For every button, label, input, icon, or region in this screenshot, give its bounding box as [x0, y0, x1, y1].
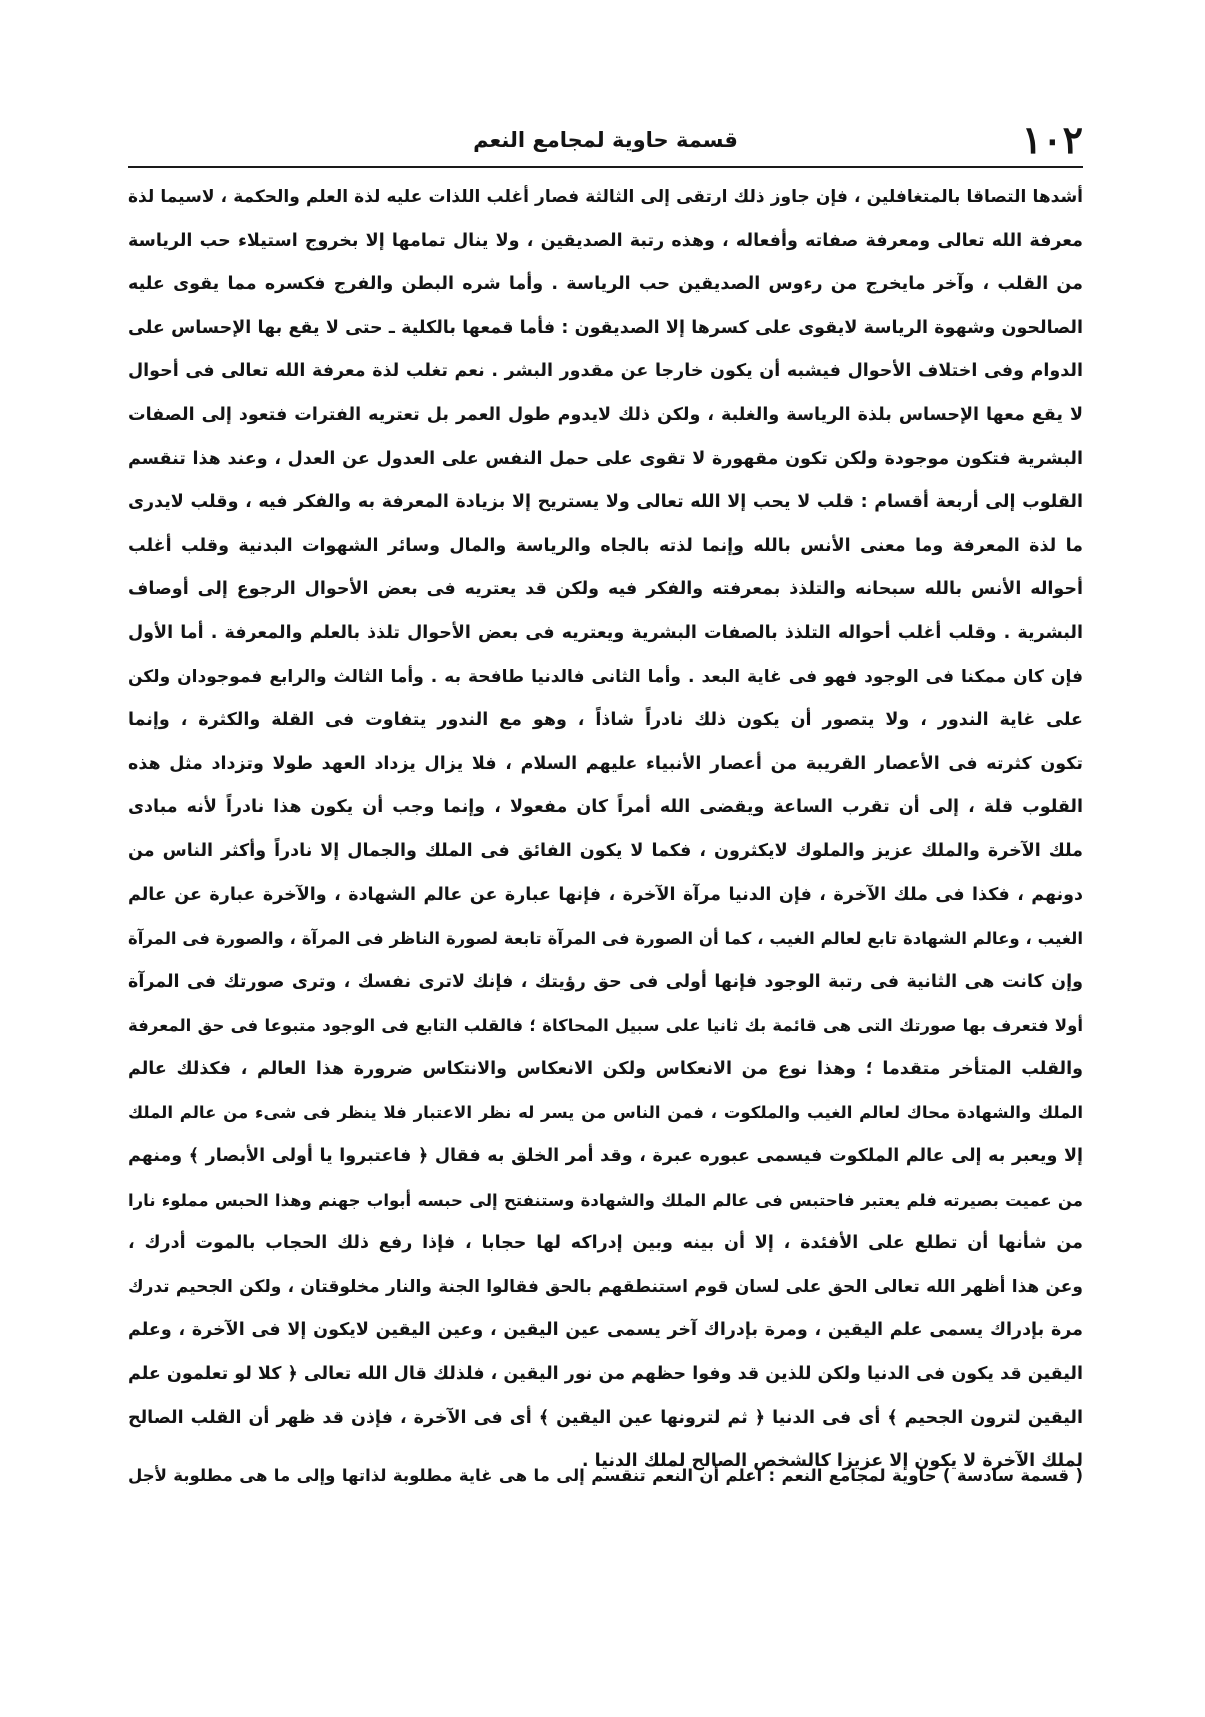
text-line: القلوب قلة ، إلى أن تقرب الساعة ويقضى الله أمراً كان مفعولا ، وإنما وجب أن يكون هذا نادراً لأنه مبادى: [128, 797, 1083, 818]
text-line: دونهم ، فكذا فى ملك الآخرة ، فإن الدنيا مرآة الآخرة ، فإنها عبارة عن عالم الشهادة ، والآخرة عبارة عن عالم: [128, 884, 1083, 905]
text-line: اليقين لترون الجحيم ﴾ أى فى الدنيا ﴿ ثم لترونها عين اليقين ﴾ أى فى الآخرة ، فإذن قد ظهر أن القلب الصالح: [128, 1407, 1083, 1428]
text-line: ملك الآخرة والملك عزيز والملوك لايكثرون ، فكما لا يكون الفائق فى الملك والجمال إلا نادراً وأكثر الناس من: [128, 840, 1083, 861]
text-line: أشدها التصاقا بالمتغافلين ، فإن جاوز ذلك ارتقى إلى الثالثة فصار أغلب اللذات عليه لذة العلم والحكمة ، لاسيما لذة: [128, 187, 1083, 207]
text-line: البشرية . وقلب أغلب أحواله التلذذ بالصفات البشرية ويعتريه فى بعض الأحوال تلذذ بالعلم والمعرفة . أما الأول: [128, 622, 1083, 643]
text-line: من عميت بصيرته فلم يعتبر فاحتبس فى عالم الملك والشهادة وستنفتح إلى حبسه أبواب جهنم وهذا الحبس مملوء نارا: [128, 1190, 1083, 1210]
text-line: فإن كان ممكنا فى الوجود فهو فى غاية البعد . وأما الثانى فالدنيا طافحة به . وأما الثالث والرابع فموجودان ولكن: [128, 666, 1083, 687]
text-line: من شأنها أن تطلع على الأفئدة ، إلا أن بينه وبين إدراكه لها حجابا ، فإذا رفع ذلك الحجاب بالموت أدرك ،: [128, 1233, 1083, 1254]
text-line: الملك والشهادة محاك لعالم الغيب والملكوت ، فمن الناس من يسر له نظر الاعتبار فلا ينظر فى شىء من عالم الملك: [128, 1103, 1083, 1123]
section-heading-line: ( قسمة سادسة ) حاوية لمجامع النعم : اعلم أن النعم تنقسم إلى ما هى غاية مطلوبة لذاتها وإلى ما هى مطلوبة لأجل: [128, 1466, 1083, 1485]
text-line: وإن كانت هى الثانية فى رتبة الوجود فإنها أولى فى حق رؤيتك ، فإنك لاترى نفسك ، وترى صورتك فى المرآة: [128, 971, 1083, 992]
text-line: وعن هذا أظهر الله تعالى الحق على لسان قوم استنطقهم بالحق فقالوا الجنة والنار مخلوقتان ، ولكن الجحيم تدرك: [128, 1276, 1083, 1297]
text-line: البشرية فتكون موجودة ولكن تكون مقهورة لا تقوى على حمل النفس على العدول عن العدل ، وعند هذا تنقسم: [128, 448, 1083, 469]
text-line: اليقين قد يكون فى الدنيا ولكن للذين قد وفوا حظهم من نور اليقين ، فلذلك قال الله تعالى ﴿ كلا لو تعلمون علم: [128, 1364, 1083, 1385]
text-line: من القلب ، وآخر مايخرج من رءوس الصديقين حب الرياسة . وأما شره البطن والفرج فكسره مما يقوى عليه: [128, 274, 1083, 295]
text-line: القلوب إلى أربعة أقسام : قلب لا يحب إلا الله تعالى ولا يستريح إلا بزيادة المعرفة به والفكر فيه ، وقلب لايدرى: [128, 492, 1083, 513]
page-header: [128, 115, 1083, 165]
text-line: إلا ويعبر به إلى عالم الملكوت فيسمى عبوره عبرة ، وقد أمر الخلق به فقال ﴿ فاعتبروا يا أولى الأبصار ﴾ ومنهم: [128, 1146, 1083, 1167]
page-number: ١٠٢: [1021, 117, 1083, 162]
text-line: أولا فتعرف بها صورتك التى هى قائمة بك ثانيا على سبيل المحاكاة ؛ فالقلب التابع فى الوجود متبوعا فى حق المعرفة: [128, 1016, 1083, 1036]
body-text: [128, 176, 1083, 1484]
text-line: الغيب ، وعالم الشهادة تابع لعالم الغيب ، كما أن الصورة فى المرآة تابعة لصورة الناظر فى المرآة ، والصورة فى المرآة: [128, 929, 1083, 949]
text-line: أحواله الأنس بالله سبحانه والتلذذ بمعرفته والفكر فيه ولكن قد يعتريه فى بعض الأحوال الرجوع إلى أوصاف: [128, 579, 1083, 600]
text-line: على غاية الندور ، ولا يتصور أن يكون ذلك نادراً شاذاً ، وهو مع الندور يتفاوت فى القلة والكثرة ، وإنما: [128, 710, 1083, 731]
text-line: معرفة الله تعالى ومعرفة صفاته وأفعاله ، وهذه رتبة الصديقين ، ولا ينال تمامها إلا بخروج استيلاء حب الرياسة: [128, 230, 1083, 251]
text-line: الدوام وفى اختلاف الأحوال فيشبه أن يكون خارجا عن مقدور البشر . نعم تغلب لذة معرفة الله تعالى فى أحوال: [128, 361, 1083, 382]
text-line: لا يقع معها الإحساس بلذة الرياسة والغلبة ، ولكن ذلك لايدوم طول العمر بل تعتريه الفترات فتعود إلى الصفات: [128, 404, 1083, 425]
text-line: الصالحون وشهوة الرياسة لايقوى على كسرها إلا الصديقون : فأما قمعها بالكلية ـ حتى لا يقع بها الإحساس على: [128, 317, 1083, 338]
header-divider: [128, 166, 1083, 168]
text-line: ما لذة المعرفة وما معنى الأنس بالله وإنما لذته بالجاه والرياسة والمال وسائر الشهوات البدنية وقلب أغلب: [128, 535, 1083, 556]
text-line: والقلب المتأخر متقدما ؛ وهذا نوع من الانعكاس ولكن الانعكاس والانتكاس ضرورة هذا العالم ، فكذلك عالم: [128, 1058, 1083, 1079]
text-line: لملك الآخرة لا يكون إلا عزيزا كالشخص الصالح لملك الدنيا .: [581, 1451, 1083, 1472]
text-line: تكون كثرته فى الأعصار القريبة من أعصار الأنبياء عليهم السلام ، فلا يزال يزداد العهد طولا وتزداد مثل هذه: [128, 753, 1083, 774]
text-line: مرة بإدراك يسمى علم اليقين ، ومرة بإدراك آخر يسمى عين اليقين ، وعين اليقين لايكون إلا فى الآخرة ، وعلم: [128, 1320, 1083, 1341]
running-title: قسمة حاوية لمجامع النعم: [473, 128, 738, 152]
